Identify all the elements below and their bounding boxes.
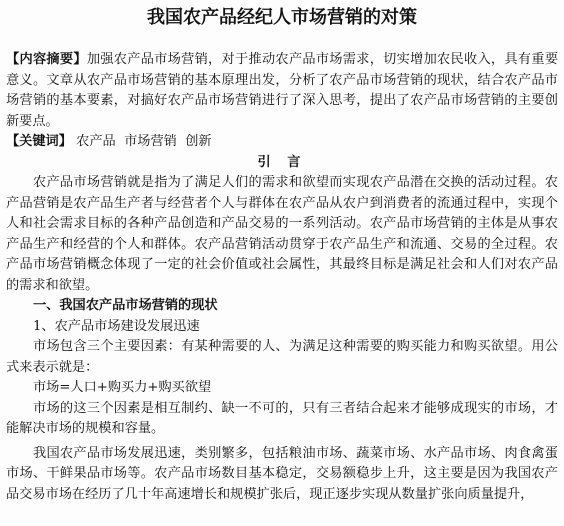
keywords-line bbox=[6, 132, 558, 153]
subsection-heading-1: 1、农产品市场建设发展迅速 bbox=[33, 318, 200, 334]
abstract-label: 【内容摘要】 bbox=[6, 52, 87, 67]
intro-heading: 引 言 bbox=[257, 154, 307, 170]
market-formula: 市场=人口+购买力+购买欲望 bbox=[33, 380, 212, 395]
intro-paragraph: 农产品市场营销就是指为了满足人们的需求和欲望而实现农产品潜在交换的活动过程。农产品营销是农产品生产者与经营者个人与群体在农产品从农户到消费者的流通过程中，实现个人和社会需求目标的各种产品创造和产品交易的一系列活动。农产品市场营销的主体是从事农产品生产和经营的个人和群体。农产品营销活动贯穿于农产品生产和流通、交易的全过程。农产品市场营销概念体现了一定的社会价值或社会属性，其最终目标是满足社会和人们对农产品的需求和欲望。 bbox=[6, 175, 558, 293]
abstract-text: 加强农产品市场营销，对于推动农产品市场需求，切实增加农民收入，具有重要意义。文章从农产品市场营销的基本原理出发，分析了农产品市场营销的现状，结合农产品市场营销的基本要素，对搞好农产品市场营销进行了深入思考，提出了农产品市场营销的主要创新要点。 bbox=[6, 52, 559, 129]
document-title: 我国农产品经纪人市场营销的对策 bbox=[147, 7, 417, 28]
keywords-label: 【关键词】 bbox=[6, 134, 72, 149]
keywords-text: 农产品 市场营销 创新 bbox=[76, 134, 212, 149]
market-development-paragraph: 我国农产品市场发展迅速，类别繁多，包括粮油市场、蔬菜市场、水产品市场、肉食禽蛋市场、干鲜果品市场等。农产品市场数目基本稳定，交易额稳步上升，这主要是因为我国农产品交易市场在经历了几十年高速增长和规模扩张后，现正逐步实现从数量扩张向质量提升， bbox=[6, 445, 558, 502]
market-constraints-paragraph: 市场的这三个因素是相互制约、缺一不可的，只有三者结合起来才能够成现实的市场，才能解决市场的规模和容量。 bbox=[6, 400, 558, 436]
abstract-paragraph bbox=[6, 50, 558, 132]
market-factors-paragraph: 市场包含三个主要因素：有某种需要的人、为满足这种需要的购买能力和购买欲望。用公式来表示就是： bbox=[6, 339, 558, 375]
section-heading-1: 一、我国农产品市场营销的现状 bbox=[33, 298, 218, 313]
